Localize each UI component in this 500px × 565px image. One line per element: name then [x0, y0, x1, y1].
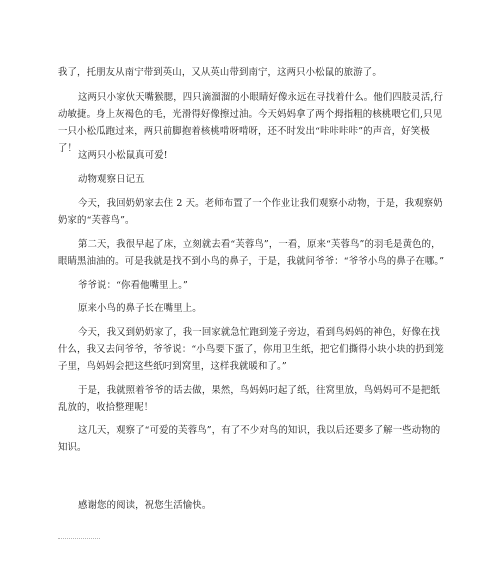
- section-heading-diary-five: 动物观察日记五: [78, 174, 145, 185]
- paragraph-follow-advice: 于是，我就照着爷爷的话去做，果然，鸟妈妈叼起了纸，往窝里放，鸟妈妈可不是把纸乱放的，收拾整理呢！: [58, 385, 440, 413]
- paragraph-reflection: 这几天，观察了“可爱的芙蓉鸟”，有了不少对鸟的知识，我以后还要多了解一些动物的知识。: [58, 425, 441, 453]
- paragraph-second-day: 第二天，我很早起了床，立刻就去看“芙蓉鸟”，一看，原来“芙蓉鸟”的羽毛是黄色的，眼睛黑油油的。可是我就是找不到小鸟的鼻子，于是，我就问爷爷：“爷爷小鸟的鼻子在哪。”: [58, 239, 445, 267]
- paragraph-visit-grandma: 今天，我回奶奶家去住 2 天。老师布置了一个作业让我们观察小动物，于是，我观察奶奶家的“芙蓉鸟”。: [58, 198, 443, 226]
- paragraph-squirrel-description: 这两只小家伙天嘴猴腮，四只滴溜溜的小眼睛好像永远在寻找着什么。他们四肢灵活,行动敏捷。身上灰褐色的毛，光滑得好像擦过油。今天妈妈拿了两个拇指粗的核桃喂它们,只见一只小松瓜跑过来，两只前脚抱着核桃啃呀啃呀，还不时发出“咔咔咔咔”的声音，好笑极了！: [58, 92, 444, 154]
- page-footer-mark: [58, 538, 100, 539]
- closing-thanks: 感谢您的阅读，祝您生活愉快。: [78, 500, 212, 511]
- paragraph-bird-laying-egg: 今天，我又到奶奶家了，我一回家就急忙跑到笼子旁边，看到鸟妈妈的神色，好像在找什么，我又去问爷爷，爷爷说：“小鸟要下蛋了，你用卫生纸，把它们撕得小块小块的扔到笼子里，鸟妈妈会把这些纸叼到窝里，这样我就暖和了。”: [58, 327, 444, 372]
- paragraph-nose-location: 原来小鸟的鼻子长在嘴里上。: [78, 303, 202, 314]
- paragraph-intro-continuation: 我了，托朋友从南宁带到英山，又从英山带到南宁，这两只小松鼠的旅游了。: [58, 67, 382, 78]
- paragraph-squirrel-conclusion: 这两只小松鼠真可爱!: [78, 150, 168, 161]
- paragraph-grandpa-says: 爷爷说：“你看他嘴里上。”: [78, 280, 188, 291]
